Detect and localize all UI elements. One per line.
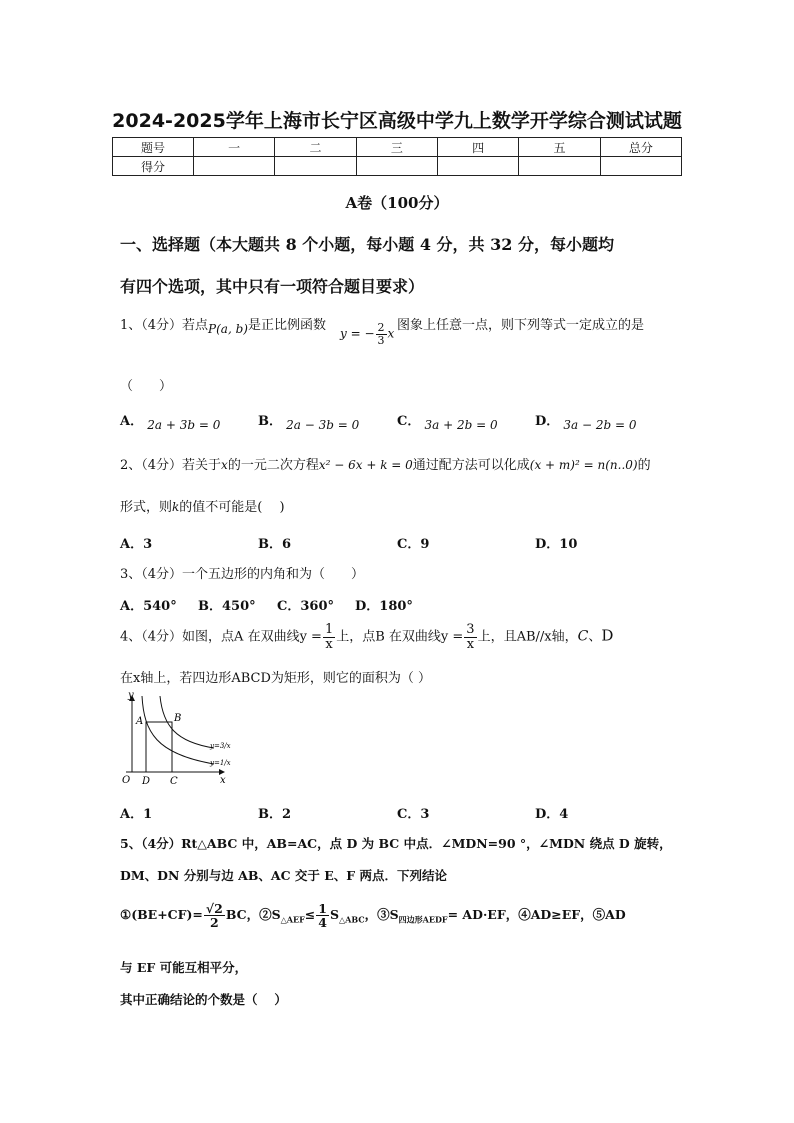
- option-label: B．: [258, 537, 282, 552]
- option-label: D．: [535, 414, 560, 429]
- curve-1-over-x: [142, 696, 214, 764]
- score-header-cell: 三: [356, 138, 437, 157]
- option-text: 360°: [300, 599, 334, 614]
- q4-den1: x: [325, 636, 333, 652]
- q4-fraction1: [323, 623, 335, 651]
- q1-prefix: 1、（4分）若点: [120, 318, 209, 333]
- score-header-cell: 二: [275, 138, 356, 157]
- option-label: A．: [120, 807, 144, 822]
- option-text: 3: [143, 537, 153, 552]
- q1-suffix: 图象上任意一点，则下列等式一定成立的是: [397, 318, 645, 333]
- q5-c1-den: 2: [210, 915, 219, 931]
- q2-stem-line2: [120, 496, 285, 515]
- q5-stem-line1: 5、（4分）Rt△ABC 中，AB=AC，点 D 为 BC 中点．∠MDN=90 °，∠MDN 绕点 D 旋转，: [120, 836, 672, 851]
- q3-option-b[interactable]: [198, 595, 256, 614]
- q1-func-num: 2: [377, 321, 385, 334]
- q3-stem: 3、（4分）一个五边形的内角和为（ ）: [120, 567, 365, 582]
- score-cell[interactable]: [519, 157, 600, 176]
- q3-option-d[interactable]: [355, 595, 413, 614]
- q4-option-c[interactable]: [397, 803, 429, 822]
- q5-c2a: ②S: [259, 907, 281, 923]
- q2-line2b: 的值不可能是( ): [179, 500, 285, 515]
- q2-mid1: 的一元二次方程: [227, 458, 319, 473]
- score-header-cell: 一: [194, 138, 275, 157]
- q4-c: C: [577, 628, 589, 645]
- q5-c2-den: 4: [318, 915, 327, 931]
- q1-option-d[interactable]: [535, 410, 637, 432]
- fig-label-c: C: [170, 776, 178, 787]
- option-label: C．: [397, 807, 421, 822]
- score-cell[interactable]: [194, 157, 275, 176]
- q4-den2: x: [466, 636, 475, 652]
- q1-func-y: y = −: [340, 326, 375, 341]
- q1-point: P(a, b): [208, 322, 248, 336]
- q5-c4: ④AD≥EF，: [518, 907, 593, 923]
- q1-func-fraction: [376, 322, 387, 346]
- q5-c2b: S: [329, 907, 339, 923]
- fig-label-o: O: [122, 775, 131, 786]
- q5-c1-fraction: [204, 902, 225, 929]
- q5-stem-line5: 其中正确结论的个数是（ ）: [120, 992, 287, 1007]
- q3-option-c[interactable]: [277, 595, 334, 614]
- fig-label-d: D: [142, 776, 151, 787]
- q2-prefix: 2、（4分）若关于: [120, 458, 222, 473]
- q2-equation: x² − 6x + k = 0: [318, 458, 413, 472]
- option-text: 3a + 2b = 0: [424, 418, 498, 432]
- q1-func-den: 3: [377, 333, 385, 347]
- q2-var: x: [221, 458, 228, 472]
- q2-option-b[interactable]: [258, 533, 291, 552]
- fig-label-curve3: y=3/x: [210, 742, 231, 750]
- option-label: A．: [120, 537, 144, 552]
- option-label: C．: [397, 537, 421, 552]
- q4-option-b[interactable]: [258, 803, 291, 822]
- q1-option-a[interactable]: [120, 410, 220, 432]
- q4-figure: [118, 692, 236, 792]
- q2-suffix: 的: [637, 458, 651, 473]
- q4-stem-line2: 在x轴上，若四边形ABCD为矩形，则它的面积为（ ）: [120, 671, 432, 686]
- score-header-cell: 题号: [113, 138, 194, 157]
- fig-label-curve1: y=1/x: [210, 759, 231, 767]
- q4-sep: 、: [588, 629, 602, 645]
- q5-c2c: ，: [364, 907, 378, 923]
- q4-part2: 上，点B 在双曲线: [336, 629, 441, 645]
- q4-option-d[interactable]: [535, 803, 568, 822]
- option-text: 180°: [379, 599, 413, 614]
- q1-stem: [120, 314, 326, 336]
- option-text: 10: [559, 537, 578, 552]
- option-label: C．: [277, 599, 301, 614]
- option-text: 2: [282, 807, 292, 822]
- score-header-cell: 五: [519, 138, 600, 157]
- q4-num2: 3: [466, 622, 475, 637]
- q5-c3a: ③S: [377, 907, 399, 923]
- q4-y2: y =: [440, 629, 464, 645]
- score-cell[interactable]: [275, 157, 356, 176]
- q5-c1b: BC，: [225, 907, 260, 923]
- q5-stem-line2: DM、DN 分别与边 AB、AC 交于 E、F 两点．下列结论: [120, 868, 448, 883]
- q5-c3-sub: 四边形AEDF: [398, 914, 448, 925]
- option-text: 2a − 3b = 0: [286, 418, 360, 432]
- score-cell[interactable]: [600, 157, 681, 176]
- score-cell[interactable]: [356, 157, 437, 176]
- q4-ab: AB//x: [516, 629, 552, 645]
- section1-heading-line2: 有四个选项，其中只有一项符合题目要求）: [120, 277, 425, 296]
- q1-function: [340, 322, 394, 346]
- score-cell[interactable]: [437, 157, 518, 176]
- q1-func-x: x: [387, 326, 395, 341]
- fig-label-b: B: [174, 713, 182, 724]
- q5-c1-num: √2: [205, 901, 223, 916]
- option-text: 450°: [222, 599, 256, 614]
- page-title: 2024-2025学年上海市长宁区高级中学九上数学开学综合测试试题: [112, 110, 682, 132]
- q1-mid: 是正比例函数: [247, 318, 326, 333]
- q2-option-c[interactable]: [397, 533, 429, 552]
- score-table-header-row: [113, 138, 682, 157]
- score-row-label: 得分: [113, 157, 194, 176]
- option-text: 3: [420, 807, 430, 822]
- option-text: 4: [559, 807, 569, 822]
- option-text: 6: [282, 537, 292, 552]
- option-label: D．: [535, 537, 560, 552]
- option-text: 1: [143, 807, 153, 822]
- score-table: [112, 137, 682, 176]
- q2-option-a[interactable]: [120, 533, 152, 552]
- q4-num1: 1: [324, 622, 334, 637]
- fig-label-a: A: [136, 716, 144, 727]
- score-header-cell: 总分: [600, 138, 681, 157]
- option-text: 540°: [143, 599, 177, 614]
- q4-part4: 轴，: [551, 629, 578, 645]
- section1-heading-line1: 一、选择题（本大题共 8 个小题，每小题 4 分，共 32 分，每小题均: [120, 235, 614, 254]
- section-juan-heading: A卷（100分）: [345, 194, 449, 212]
- fig-label-x: x: [220, 775, 226, 786]
- score-table-row: [113, 157, 682, 176]
- q2-k: k: [172, 500, 180, 514]
- option-label: D．: [535, 807, 560, 822]
- q4-y1: y =: [299, 629, 322, 645]
- q2-option-d[interactable]: [535, 533, 577, 552]
- q4-stem-line1: [120, 623, 613, 651]
- q5-c2-fraction: [316, 902, 329, 929]
- q1-option-b[interactable]: [258, 410, 359, 432]
- q5-c3b: = AD·EF，: [447, 907, 519, 923]
- option-text: 9: [420, 537, 430, 552]
- q2-stem-line1: [120, 454, 651, 473]
- option-label: A．: [120, 599, 144, 614]
- q3-option-a[interactable]: [120, 595, 177, 614]
- q2-line2a: 形式，则: [120, 500, 173, 515]
- fig-label-y: y: [128, 692, 134, 701]
- q5-c2-le: ≤: [304, 907, 316, 923]
- q5-c5: ⑤AD: [592, 907, 626, 923]
- option-label: B．: [258, 414, 282, 429]
- q1-paren: （ ）: [120, 379, 173, 394]
- q4-part1: 4、（4分）如图，点A 在双曲线: [120, 629, 300, 645]
- q2-mid2: 通过配方法可以化成: [412, 458, 530, 473]
- q5-stem-line4: 与 EF 可能互相平分，: [120, 960, 248, 975]
- option-label: D．: [355, 599, 380, 614]
- option-text: 3a − 2b = 0: [563, 418, 637, 432]
- option-text: 2a + 3b = 0: [147, 418, 221, 432]
- option-label: B．: [198, 599, 222, 614]
- q4-part3: 上，且: [477, 629, 517, 645]
- q2-equation2: (x + m)² = n(n..0): [529, 458, 638, 472]
- q5-c2-sub1: △AEF: [280, 914, 305, 925]
- q5-c2-num: 1: [318, 901, 327, 916]
- score-header-cell: 四: [437, 138, 518, 157]
- q5-conclusions: [120, 902, 626, 929]
- q4-d: D: [601, 626, 614, 645]
- q5-c1a: ①(BE+CF)=: [120, 907, 203, 923]
- q4-fraction2: [464, 623, 476, 651]
- q4-option-a[interactable]: [120, 803, 152, 822]
- option-label: B．: [258, 807, 282, 822]
- option-label: C．: [397, 414, 421, 429]
- option-label: A．: [120, 414, 144, 429]
- q1-option-c[interactable]: [397, 410, 498, 432]
- q5-c2-sub2: △ABC: [338, 914, 365, 925]
